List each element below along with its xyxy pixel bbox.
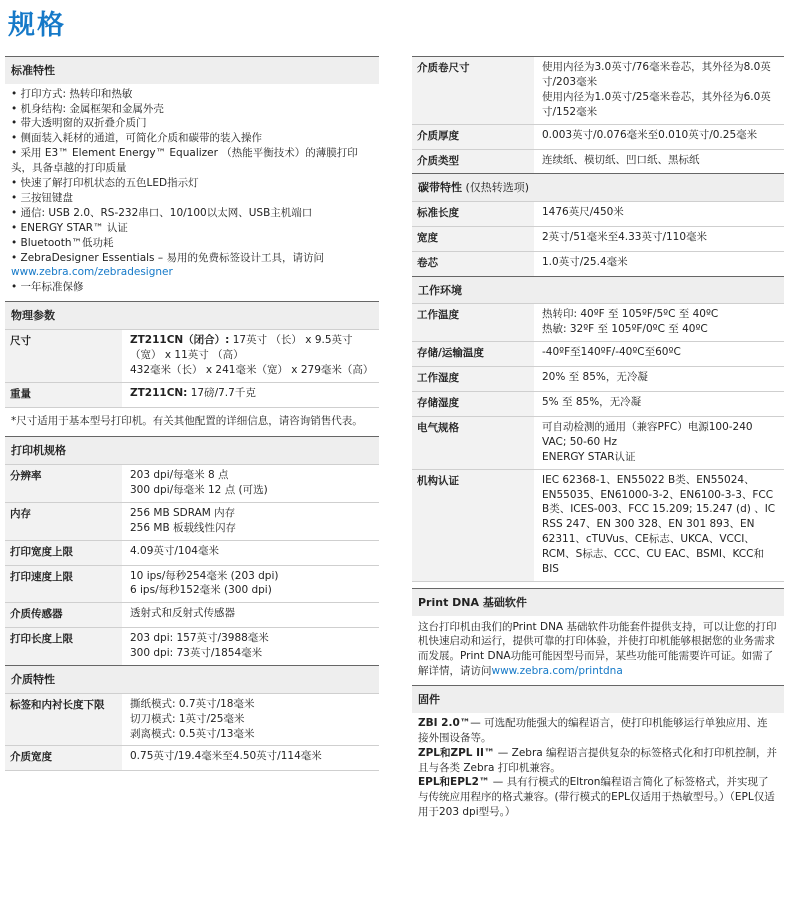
spec-row bbox=[5, 565, 379, 603]
spec-row bbox=[412, 149, 784, 174]
value-line: 连续纸、模切纸、凹口纸、黑标纸 bbox=[542, 153, 700, 166]
value-line: 10 ips/每秒254毫米 (203 dpi) bbox=[130, 569, 279, 582]
spec-label: 标准长度 bbox=[412, 202, 534, 226]
spec-value bbox=[122, 465, 379, 502]
feature-item: • 三按钮键盘 bbox=[11, 191, 74, 204]
feature-item: • ENERGY STAR™ 认证 bbox=[11, 221, 128, 234]
spec-label: 工作湿度 bbox=[412, 367, 534, 391]
spec-label: 宽度 bbox=[412, 227, 534, 251]
spec-row bbox=[5, 602, 379, 627]
spec-label: 机构认证 bbox=[412, 470, 534, 581]
spec-label: 介质卷尺寸 bbox=[412, 57, 534, 124]
firmware-item bbox=[412, 775, 784, 820]
spec-row bbox=[412, 416, 784, 469]
value-line: 4.09英寸/104毫米 bbox=[130, 544, 219, 557]
spec-row bbox=[412, 341, 784, 366]
spec-row bbox=[412, 303, 784, 341]
section-media-header: 介质特性 bbox=[5, 665, 379, 693]
value-line: 使用内径为1.0英寸/25毫米卷芯，其外径为6.0英寸/152毫米 bbox=[542, 90, 771, 118]
spec-row bbox=[5, 693, 379, 746]
spec-row bbox=[412, 226, 784, 251]
spec-label: 介质厚度 bbox=[412, 125, 534, 149]
spec-label: 介质传感器 bbox=[5, 603, 122, 627]
spec-value bbox=[534, 342, 784, 366]
spec-value bbox=[534, 252, 784, 276]
value-line: 透射式和反射式传感器 bbox=[130, 607, 235, 620]
spec-label: 介质宽度 bbox=[5, 746, 122, 770]
spec-value bbox=[534, 202, 784, 226]
spec-row bbox=[5, 464, 379, 502]
spec-row-weight bbox=[5, 382, 379, 407]
ribbon-subtitle: (仅热转选项) bbox=[462, 181, 530, 195]
value-line: 热敏: 32ºF 至 105ºF/0ºC 至 40ºC bbox=[542, 323, 708, 336]
spec-row bbox=[412, 251, 784, 276]
spec-value bbox=[534, 125, 784, 149]
value-line: 可自动检测的通用（兼容PFC）电源100-240 VAC; 50-60 Hz bbox=[542, 420, 753, 448]
spec-row bbox=[412, 201, 784, 226]
value-line: 300 dpi/每毫米 12 点 (可选) bbox=[130, 483, 268, 496]
spec-value bbox=[122, 746, 379, 770]
spec-value bbox=[122, 628, 379, 665]
feature-item: • 一年标准保修 bbox=[11, 281, 84, 294]
spec-value bbox=[534, 392, 784, 416]
spec-value bbox=[122, 566, 379, 603]
value-line: 0.75英寸/19.4毫米至4.50英寸/114毫米 bbox=[130, 750, 322, 763]
value-line: 切刀模式: 1英寸/25毫米 bbox=[130, 712, 245, 725]
weight-model: ZT211CN: bbox=[130, 386, 188, 399]
feature-item: • 机身结构: 金属框架和金属外壳 bbox=[11, 102, 164, 115]
value-line: 剥离模式: 0.5英寸/13毫米 bbox=[130, 727, 255, 740]
spec-value bbox=[534, 367, 784, 391]
firmware-item bbox=[412, 716, 784, 746]
spec-value bbox=[534, 304, 784, 341]
value-line: 1.0英寸/25.4毫米 bbox=[542, 255, 628, 268]
size-model: ZT211CN（闭合）: bbox=[130, 333, 230, 346]
feature-item: • ZebraDesigner Essentials – 易用的免费标签设计工具，请访问 bbox=[11, 251, 324, 264]
ribbon-title: 碳带特性 bbox=[418, 181, 462, 195]
printdna-link[interactable]: www.zebra.com/printdna bbox=[491, 665, 623, 678]
spec-label: 工作温度 bbox=[412, 304, 534, 341]
section-firmware-header: 固件 bbox=[412, 685, 784, 713]
section-printdna-header: Print DNA 基础软件 bbox=[412, 588, 784, 616]
page-title: 规格 bbox=[8, 10, 66, 41]
value-line: 300 dpi: 73英寸/1854毫米 bbox=[130, 647, 263, 660]
spec-label: 标签和内衬长度下限 bbox=[5, 694, 122, 746]
spec-label: 打印速度上限 bbox=[5, 566, 122, 603]
spec-label: 打印长度上限 bbox=[5, 628, 122, 665]
value-line: -40ºF至140ºF/-40ºC至60ºC bbox=[542, 346, 681, 359]
spec-label: 卷芯 bbox=[412, 252, 534, 276]
value-line: 0.003英寸/0.076毫米至0.010英寸/0.25毫米 bbox=[542, 128, 758, 141]
spec-row bbox=[5, 502, 379, 540]
firmware-text: — 可选配功能强大的编程语言，使打印机能够运行单独应用、连接外围设备等。 bbox=[418, 716, 768, 744]
spec-value bbox=[122, 330, 379, 382]
firmware-name: ZPL和ZPL II™ bbox=[418, 746, 495, 759]
spec-value bbox=[122, 694, 379, 746]
spec-value bbox=[534, 57, 784, 124]
spec-row bbox=[412, 391, 784, 416]
feature-item: • 打印方式: 热转印和热敏 bbox=[11, 87, 133, 100]
section-environment-header: 工作环境 bbox=[412, 276, 784, 304]
value-line: ENERGY STAR认证 bbox=[542, 450, 636, 463]
weight-value: 17磅/7.7千克 bbox=[187, 386, 256, 399]
spec-row bbox=[412, 124, 784, 149]
firmware-text: — Zebra 编程语言提供复杂的标签格式化和打印机控制，并且与各类 Zebra 打印机兼容。 bbox=[418, 746, 778, 774]
spec-value bbox=[534, 150, 784, 174]
spec-label: 介质类型 bbox=[412, 150, 534, 174]
spec-value bbox=[534, 227, 784, 251]
spec-label: 内存 bbox=[5, 503, 122, 540]
value-line: 6 ips/每秒152毫米 (300 dpi) bbox=[130, 584, 272, 597]
printdna-body: 这台打印机由我们的Print DNA 基础软件功能套件提供支持，可以让您的打印机快速启动和运行，提供可靠的打印体验，并使打印机能够根据您的业务需求而发展。Print DNA功能可能因型号而异，某些功能可能需要许可证。如需了解详情，请访问 bbox=[418, 620, 777, 678]
size-line-2: 432毫米（长） x 241毫米（宽） x 279毫米（高） bbox=[130, 363, 374, 376]
value-line: 1476英尺/450米 bbox=[542, 206, 624, 219]
spec-value bbox=[122, 383, 379, 407]
value-line: 256 MB 板载线性闪存 bbox=[130, 521, 236, 534]
feature-item: • 采用 E3™ Element Energy™ Equalizer （热能平衡技术）的薄膜打印头，具备卓越的打印质量 bbox=[11, 147, 358, 175]
firmware-item bbox=[412, 746, 784, 776]
printdna-text bbox=[412, 616, 784, 686]
spec-value bbox=[534, 470, 784, 581]
section-printer-specs-header: 打印机规格 bbox=[5, 436, 379, 464]
section-ribbon-header bbox=[412, 173, 784, 201]
spec-value bbox=[534, 417, 784, 469]
spec-value bbox=[122, 603, 379, 627]
spec-row bbox=[412, 469, 784, 582]
value-line: 5% 至 85%，无冷凝 bbox=[542, 396, 642, 408]
value-line: IEC 62368-1、EN55022 B类、EN55024、EN55035、EN61000-3-2、EN6100-3-3、FCC B类、ICES-003、FCC 15.209; 15.247 (d) 、IC RSS 247、EN 300 328、EN 301 893、EN 62311、cTUVus、CE标志、UKCA、VCCI、RCM、S标志、CCC、CU EAC、BSMI、KCC和BIS bbox=[542, 473, 776, 576]
spec-row bbox=[412, 366, 784, 391]
spec-label: 存储湿度 bbox=[412, 392, 534, 416]
value-line: 撕纸模式: 0.7英寸/18毫米 bbox=[130, 697, 255, 710]
firmware-name: ZBI 2.0™ bbox=[418, 716, 471, 729]
spec-label: 重量 bbox=[5, 383, 122, 407]
spec-row bbox=[5, 540, 379, 565]
spec-label: 电气规格 bbox=[412, 417, 534, 469]
firmware-text: — 具有行模式的Eltron编程语言简化了标签格式，并实现了与传统应用程序的格式兼容。(带行模式的EPL仅适用于热敏型号。）（EPL仅适用于203 dpi型号。） bbox=[418, 776, 775, 819]
feature-item: • 侧面装入耗材的通道，可简化介质和碳带的装入操作 bbox=[11, 132, 263, 145]
spec-value bbox=[122, 503, 379, 540]
value-line: 2英寸/51毫米至4.33英寸/110毫米 bbox=[542, 230, 708, 243]
value-line: 使用内径为3.0英寸/76毫米卷芯，其外径为8.0英寸/203毫米 bbox=[542, 61, 771, 88]
standard-features-list bbox=[5, 84, 379, 302]
feature-item: • 带大透明窗的双折叠介质门 bbox=[11, 117, 147, 130]
size-line-1: 17英寸 （长） x 9.5英寸 （宽） x 11英寸 （高） bbox=[130, 333, 353, 361]
spec-label: 打印宽度上限 bbox=[5, 541, 122, 565]
feature-item: • Bluetooth™低功耗 bbox=[11, 236, 114, 249]
value-line: 20% 至 85%，无冷凝 bbox=[542, 371, 648, 384]
right-column bbox=[412, 56, 784, 820]
value-line: 203 dpi: 157英寸/3988毫米 bbox=[130, 632, 269, 645]
spec-label: 存储/运输温度 bbox=[412, 342, 534, 366]
spec-label: 尺寸 bbox=[5, 330, 122, 382]
section-standard-features-header: 标准特性 bbox=[5, 56, 379, 84]
spec-row bbox=[5, 745, 379, 771]
firmware-list bbox=[412, 713, 784, 820]
value-line: 203 dpi/每毫米 8 点 bbox=[130, 469, 229, 482]
spec-row bbox=[412, 56, 784, 124]
spec-value bbox=[122, 541, 379, 565]
left-column bbox=[5, 56, 379, 771]
size-note: *尺寸适用于基本型号打印机。有关其他配置的详细信息，请咨询销售代表。 bbox=[5, 407, 379, 437]
feature-item: • 快速了解打印机状态的五色LED指示灯 bbox=[11, 177, 199, 190]
section-physical-header: 物理参数 bbox=[5, 301, 379, 329]
feature-item: • 通信: USB 2.0、RS-232串口、10/100以太网、USB主机端口 bbox=[11, 206, 313, 219]
value-line: 256 MB SDRAM 内存 bbox=[130, 506, 236, 519]
spec-label: 分辨率 bbox=[5, 465, 122, 502]
value-line: 热转印: 40ºF 至 105ºF/5ºC 至 40ºC bbox=[542, 308, 719, 321]
firmware-name: EPL和EPL2™ bbox=[418, 776, 490, 789]
spec-row bbox=[5, 627, 379, 665]
spec-row-size bbox=[5, 329, 379, 382]
zebradesigner-link[interactable]: www.zebra.com/zebradesigner bbox=[11, 266, 173, 279]
